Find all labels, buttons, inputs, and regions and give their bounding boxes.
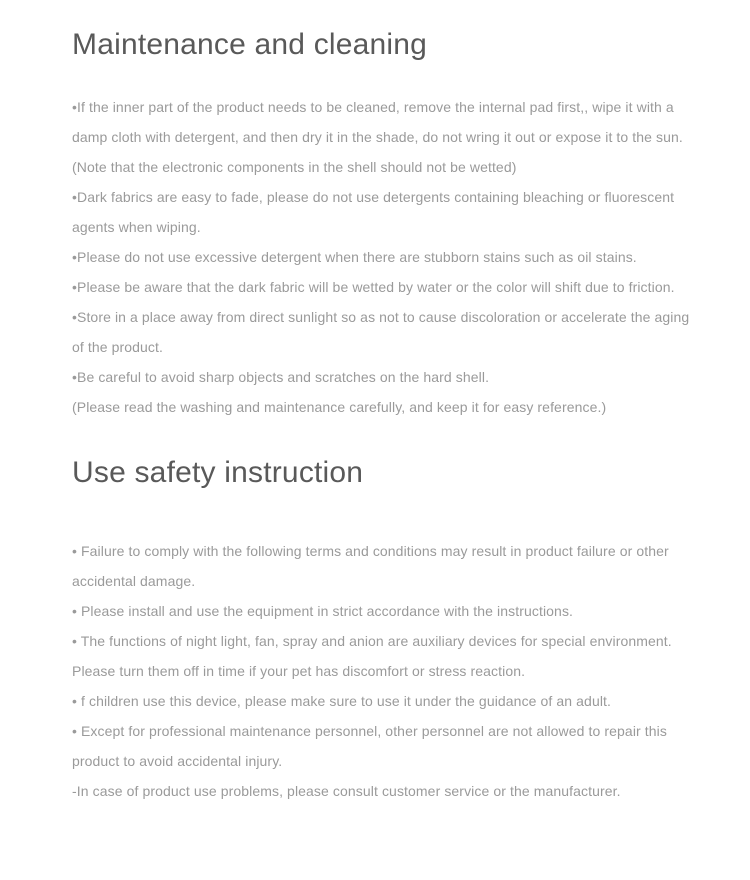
text-line: •Dark fabrics are easy to fade, please do not use detergents containing bleaching or fluorescent — [72, 189, 675, 205]
text-line: •Please be aware that the dark fabric will be wetted by water or the color will shift due to friction. — [72, 279, 675, 295]
text-line: Please turn them off in time if your pet has discomfort or stress reaction. — [72, 663, 526, 679]
text-line: •Please do not use excessive detergent when there are stubborn stains such as oil stains. — [72, 249, 637, 265]
section-body-safety — [72, 536, 682, 806]
text-line: • Except for professional maintenance personnel, other personnel are not allowed to repair this — [72, 723, 667, 739]
text-line: • Failure to comply with the following terms and conditions may result in product failure or other — [72, 543, 669, 559]
text-line: agents when wiping. — [72, 219, 201, 235]
section-maintenance-and-cleaning — [72, 27, 690, 422]
section-use-safety-instruction — [72, 455, 682, 806]
text-line: damp cloth with detergent, and then dry it in the shade, do not wring it out or expose it to the sun. — [72, 129, 683, 145]
text-line: (Please read the washing and maintenance carefully, and keep it for easy reference.) — [72, 399, 607, 415]
text-line: •Be careful to avoid sharp objects and scratches on the hard shell. — [72, 369, 490, 385]
text-line: product to avoid accidental injury. — [72, 753, 283, 769]
text-line: (Note that the electronic components in the shell should not be wetted) — [72, 159, 517, 175]
text-line: -In case of product use problems, please consult customer service or the manufacturer. — [72, 783, 621, 799]
section-body-maintenance — [72, 92, 690, 422]
text-line: • The functions of night light, fan, spray and anion are auxiliary devices for special environment. — [72, 633, 672, 649]
text-line: • Please install and use the equipment in strict accordance with the instructions. — [72, 603, 574, 619]
text-line: •If the inner part of the product needs to be cleaned, remove the internal pad first,, wipe it with a — [72, 99, 674, 115]
text-line: •Store in a place away from direct sunlight so as not to cause discoloration or accelerate the aging — [72, 309, 690, 325]
text-line: of the product. — [72, 339, 164, 355]
section-title-safety: Use safety instruction — [72, 456, 364, 489]
text-line: • f children use this device, please make sure to use it under the guidance of an adult. — [72, 693, 612, 709]
text-line: accidental damage. — [72, 573, 196, 589]
section-title-maintenance: Maintenance and cleaning — [72, 28, 428, 61]
